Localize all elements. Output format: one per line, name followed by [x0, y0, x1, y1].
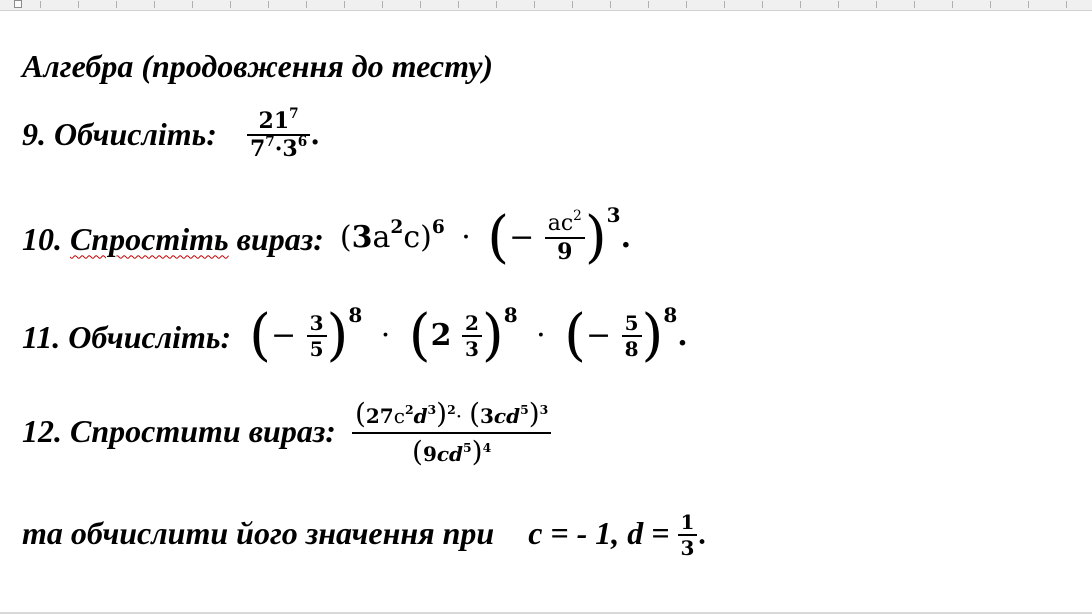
ruler-tick	[990, 1, 991, 8]
right-paren: )	[584, 205, 607, 270]
ruler-tick	[534, 1, 535, 8]
ruler-tick	[344, 1, 345, 8]
final-fraction-wrap: $\frac{1}{3}$ .	[678, 522, 707, 546]
task-11-expression: (− $\frac{3}{5}$ )$^8$ · (2 $\frac{2}{3}$ )$^8$ · (− $\frac{5}{8}$ )$^8$.	[249, 303, 688, 368]
ruler-tick	[382, 1, 383, 8]
ruler-tick	[648, 1, 649, 8]
ruler-tick	[1028, 1, 1029, 8]
task-10	[22, 203, 632, 270]
ruler-tick	[952, 1, 953, 8]
ruler-tick	[40, 1, 41, 8]
ruler-tick	[154, 1, 155, 8]
ruler-tick	[610, 1, 611, 8]
task-12	[22, 397, 551, 468]
page-heading	[22, 50, 493, 82]
ruler-tick	[800, 1, 801, 8]
task-12-fraction	[352, 397, 551, 468]
ruler-tick	[762, 1, 763, 8]
fraction-2: $\frac{2}{3}$	[462, 313, 482, 359]
ruler-tick	[914, 1, 915, 8]
final-line	[22, 512, 707, 558]
task-12-expression	[352, 397, 551, 468]
fraction-denominator: 9	[557, 239, 573, 265]
ruler-tick	[1066, 1, 1067, 8]
spellcheck-word: Спростіть	[70, 220, 229, 257]
final-text: та обчислити його значення при	[22, 515, 495, 552]
ruler-tick	[724, 1, 725, 8]
ruler-bar	[0, 0, 1092, 11]
ruler-tick	[230, 1, 231, 8]
ruler-tick	[458, 1, 459, 8]
indent-marker[interactable]	[14, 0, 22, 8]
ruler-tick	[876, 1, 877, 8]
final-fraction: $\frac{1}{3}$	[678, 512, 698, 558]
task-9-fraction	[247, 106, 310, 162]
ruler-tick	[192, 1, 193, 8]
fraction-denominator: $(9cd^5)^4$	[412, 435, 492, 468]
condition-text: c = - 1, d =	[528, 515, 670, 552]
task-9-expression: $\frac{21^7}{7^7\cdot 3^6}$ .	[247, 121, 320, 147]
fraction-denominator: $7^7\cdot 3^6$	[249, 134, 308, 162]
task-10-label: 10. Спростіть вираз:	[22, 220, 324, 257]
ruler-tick	[572, 1, 573, 8]
ruler-tick	[420, 1, 421, 8]
fraction-numerator: $21^7$	[247, 110, 310, 136]
fraction-1: $\frac{3}{5}$	[307, 313, 327, 359]
heading-text: Алгебра (продовження до тесту)	[22, 48, 494, 84]
ruler-tick	[686, 1, 687, 8]
fraction-numerator: $(27c^2d^3)^2\cdot (3cd^5)^3$	[352, 400, 551, 434]
task-12-label: 12. Спростити вираз:	[22, 413, 336, 450]
task-10-expression: $(3a^2c)^6$ · (− $\frac{ac^2}{9}$ )$^3$.	[339, 203, 632, 270]
task-11	[22, 303, 688, 368]
ruler-tick	[838, 1, 839, 8]
ruler-tick	[496, 1, 497, 8]
fraction-numerator: $ac^2$	[545, 213, 585, 239]
task-9-label: 9. Обчисліть:	[22, 115, 217, 152]
task-11-label: 11. Обчисліть:	[22, 318, 232, 355]
ruler-tick	[116, 1, 117, 8]
ruler-tick	[306, 1, 307, 8]
ruler-tick	[78, 1, 79, 8]
fraction-3: $\frac{5}{8}$	[622, 313, 642, 359]
task-9	[22, 106, 320, 162]
ruler-tick	[268, 1, 269, 8]
left-paren: (	[487, 205, 510, 270]
task-10-fraction	[545, 208, 585, 265]
